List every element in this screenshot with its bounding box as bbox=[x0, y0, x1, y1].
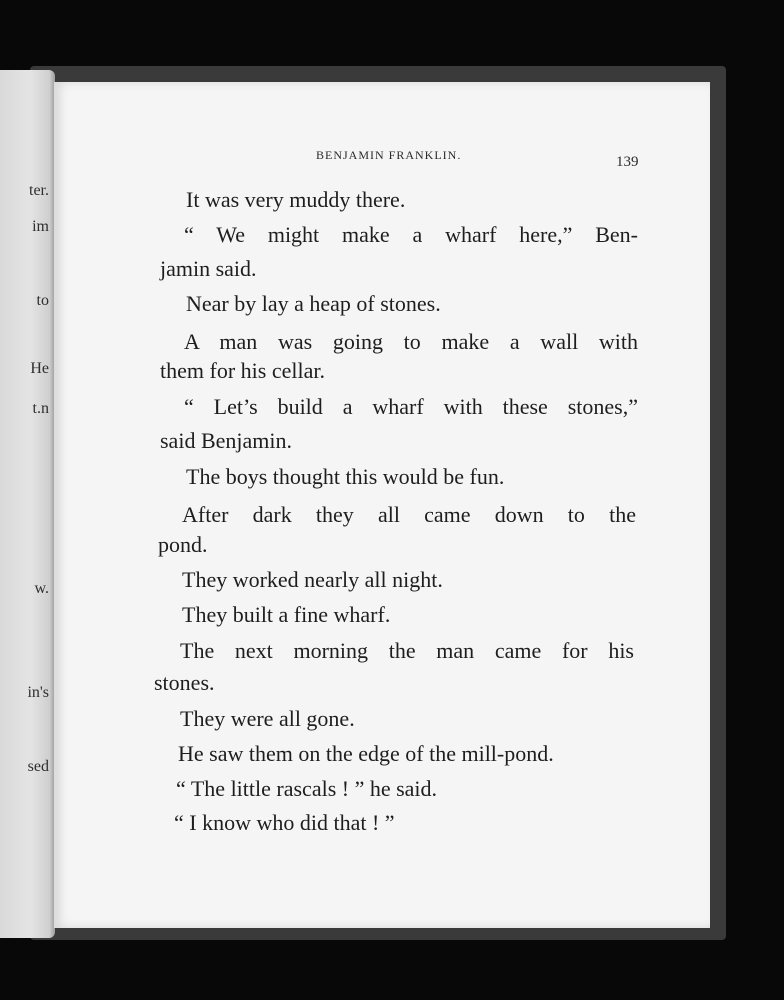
body-line: “ Let’s build a wharf with these stones,” bbox=[184, 394, 638, 419]
body-line: pond. bbox=[158, 532, 208, 557]
left-page-fragment: He bbox=[30, 360, 49, 377]
left-page-fragment: sed bbox=[27, 758, 49, 775]
body-line: Near by lay a heap of stones. bbox=[186, 291, 441, 316]
body-line: “ We might make a wharf here,” Ben- bbox=[184, 222, 638, 247]
left-page-fragment: in's bbox=[27, 684, 49, 701]
left-page-fragment: t.n bbox=[32, 400, 49, 417]
body-line: them for his cellar. bbox=[160, 358, 325, 383]
left-page-fragment: to bbox=[36, 292, 49, 309]
body-line: “ The little rascals ! ” he said. bbox=[176, 776, 438, 801]
left-page bbox=[0, 70, 55, 938]
body-line: They were all gone. bbox=[180, 706, 355, 731]
left-page-fragment: im bbox=[32, 218, 49, 235]
left-page-fragment: ter. bbox=[29, 182, 49, 199]
body-line: They built a fine wharf. bbox=[182, 602, 391, 627]
left-page-fragment: w. bbox=[34, 580, 49, 597]
body-line: He saw them on the edge of the mill-pond. bbox=[178, 741, 554, 766]
body-line: After dark they all came down to the bbox=[182, 502, 636, 527]
body-line: The boys thought this would be fun. bbox=[186, 464, 505, 489]
body-line: The next morning the man came for his bbox=[180, 638, 634, 663]
body-line: It was very muddy there. bbox=[186, 187, 406, 212]
body-line: said Benjamin. bbox=[160, 428, 292, 453]
body-line: They worked nearly all night. bbox=[182, 567, 443, 592]
body-line: stones. bbox=[154, 670, 215, 695]
running-head: BENJAMIN FRANKLIN. bbox=[316, 148, 462, 162]
page-number: 139 bbox=[616, 154, 639, 170]
body-line: A man was going to make a wall with bbox=[184, 329, 638, 354]
body-line: jamin said. bbox=[160, 256, 257, 281]
body-line: “ I know who did that ! ” bbox=[174, 810, 395, 835]
